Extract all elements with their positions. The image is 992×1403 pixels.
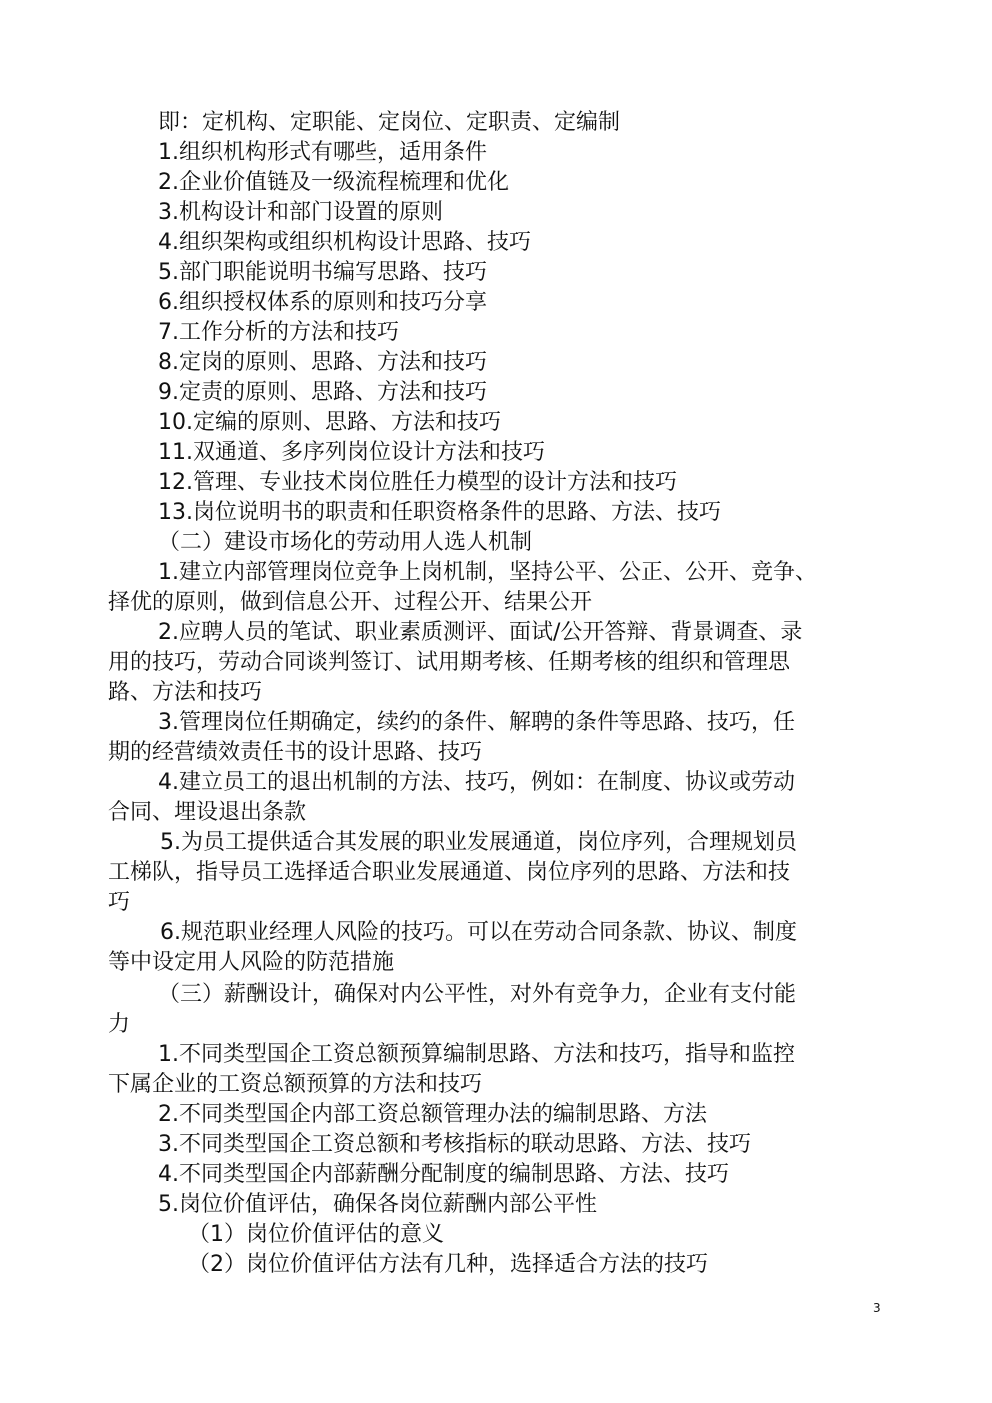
text-line: 期的经营绩效责任书的设计思路、技巧 — [108, 740, 483, 765]
text-line: 1.建立内部管理岗位竞争上岗机制，坚持公平、公正、公开、竞争、 — [158, 560, 817, 585]
text-line: 5.为员工提供适合其发展的职业发展通道，岗位序列，合理规划员 — [160, 830, 797, 855]
text-line: 力 — [108, 1012, 131, 1037]
text-line: 2.应聘人员的笔试、职业素质测评、面试/公开答辩、背景调查、录 — [158, 620, 803, 645]
text-line: 工梯队，指导员工选择适合职业发展通道、岗位序列的思路、方法和技 — [108, 860, 791, 885]
page-number: 3 — [873, 1301, 881, 1315]
text-line: 9.定责的原则、思路、方法和技巧 — [158, 380, 487, 405]
text-line: 13.岗位说明书的职责和任职资格条件的思路、方法、技巧 — [158, 500, 721, 525]
text-line: 即：定机构、定职能、定岗位、定职责、定编制 — [158, 110, 621, 135]
text-line: 等中设定用人风险的防范措施 — [108, 950, 395, 975]
text-line: 3.管理岗位任期确定，续约的条件、解聘的条件等思路、技巧，任 — [158, 710, 795, 735]
section-heading: （二）建设市场化的劳动用人选人机制 — [158, 530, 533, 555]
text-line: 8.定岗的原则、思路、方法和技巧 — [158, 350, 487, 375]
text-line: 合同、埋设退出条款 — [108, 800, 307, 825]
text-line: 5.部门职能说明书编写思路、技巧 — [158, 260, 487, 285]
section-heading: （三）薪酬设计，确保对内公平性，对外有竞争力，企业有支付能 — [158, 982, 797, 1007]
text-line: 择优的原则，做到信息公开、过程公开、结果公开 — [108, 590, 593, 615]
text-line: 2.不同类型国企内部工资总额管理办法的编制思路、方法 — [158, 1102, 707, 1127]
text-line: 4.不同类型国企内部薪酬分配制度的编制思路、方法、技巧 — [158, 1162, 729, 1187]
text-line: 4.组织架构或组织机构设计思路、技巧 — [158, 230, 531, 255]
text-line: 用的技巧，劳动合同谈判签订、试用期考核、任期考核的组织和管理思 — [108, 650, 791, 675]
text-line: 5.岗位价值评估，确保各岗位薪酬内部公平性 — [158, 1192, 597, 1217]
text-line: 6.组织授权体系的原则和技巧分享 — [158, 290, 487, 315]
text-line: 3.机构设计和部门设置的原则 — [158, 200, 443, 225]
text-line: 11.双通道、多序列岗位设计方法和技巧 — [158, 440, 545, 465]
text-line: 1.组织机构形式有哪些，适用条件 — [158, 140, 487, 165]
text-line: 路、方法和技巧 — [108, 680, 263, 705]
text-line: 4.建立员工的退出机制的方法、技巧，例如：在制度、协议或劳动 — [158, 770, 795, 795]
text-line: （2）岗位价值评估方法有几种，选择适合方法的技巧 — [188, 1252, 708, 1277]
text-line: 10.定编的原则、思路、方法和技巧 — [158, 410, 501, 435]
text-line: 下属企业的工资总额预算的方法和技巧 — [108, 1072, 483, 1097]
text-line: 巧 — [108, 890, 131, 915]
text-line: 12.管理、专业技术岗位胜任力模型的设计方法和技巧 — [158, 470, 677, 495]
text-line: 3.不同类型国企工资总额和考核指标的联动思路、方法、技巧 — [158, 1132, 751, 1157]
text-line: （1）岗位价值评估的意义 — [188, 1222, 444, 1247]
text-line: 1.不同类型国企工资总额预算编制思路、方法和技巧，指导和监控 — [158, 1042, 795, 1067]
text-line: 6.规范职业经理人风险的技巧。可以在劳动合同条款、协议、制度 — [160, 920, 797, 945]
text-line: 7.工作分析的方法和技巧 — [158, 320, 399, 345]
text-line: 2.企业价值链及一级流程梳理和优化 — [158, 170, 509, 195]
